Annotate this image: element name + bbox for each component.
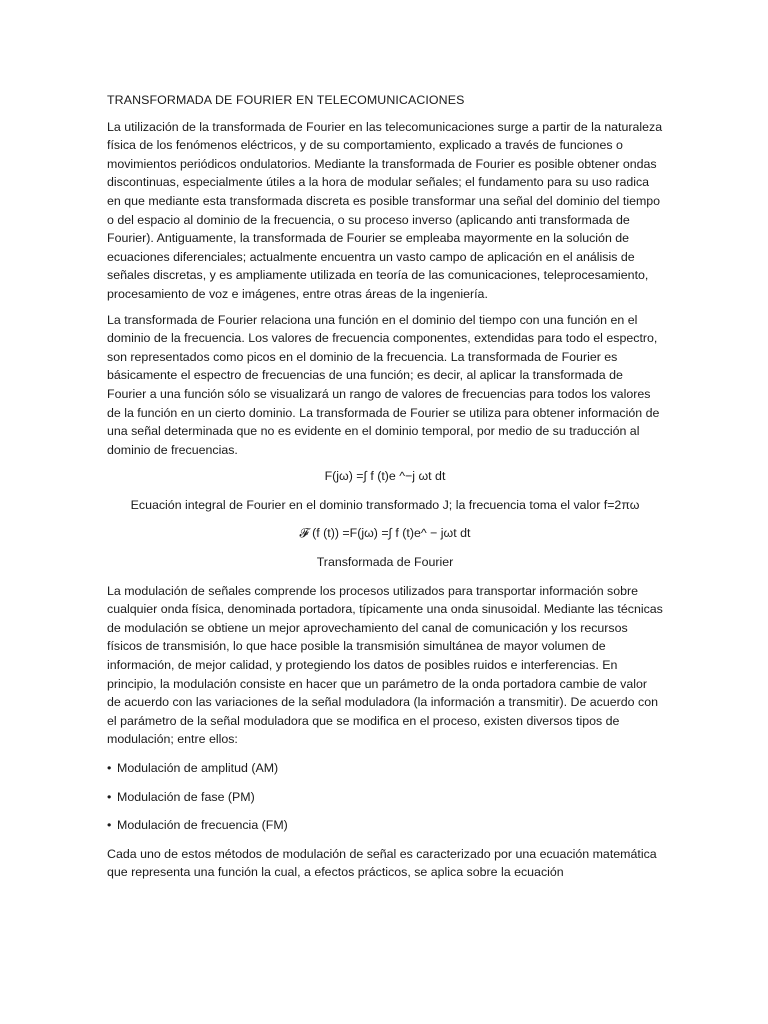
bullet-icon: • <box>107 789 112 804</box>
bullet-icon: • <box>107 818 112 833</box>
fourier-transform-caption: Transformada de Fourier <box>316 555 454 570</box>
list-item-label: Modulación de amplitud (AM) <box>117 761 279 775</box>
fourier-integral-formula: F(jω) =∫ f (t)e ^−j ωt dt <box>324 469 446 484</box>
modulation-types-list <box>107 759 663 835</box>
bullet-icon: • <box>107 761 112 775</box>
closing-paragraph: Cada uno de estos métodos de modulación de señal es caracterizado por una ecuación matemática que representa una función la cual, a efectos prácticos, se aplica sobre la ecuación <box>107 846 657 880</box>
intro-paragraph: La utilización de la transformada de Fourier en las telecomunicaciones surge a partir de la naturaleza física de los fenómenos eléctricos, y de su comportamiento, explicado a través de funciones o movimientos periódicos ondulatorios. Mediante la transformada de Fourier es posible obtener ondas discontinuas, especialmente útiles a la hora de modular señales; el fundamento para su uso radica en que mediante esta transformada discreta es posible transformar una señal del dominio del tiempo o del espacio al dominio de la frecuencia, o su proceso inverso (aplicando anti transformada de Fourier). Antiguamente, la transformada de Fourier se empleaba mayormente en la solución de ecuaciones diferenciales; actualmente encuentra un vasto campo de aplicación en el análisis de señales discretas, y es ampliamente utilizada en teoría de las comunicaciones, teleprocesamiento, procesamiento de voz e imágenes, entre otras áreas de la ingeniería. <box>107 119 663 301</box>
document-title: TRANSFORMADA DE FOURIER EN TELECOMUNICACIONES <box>107 93 465 107</box>
list-item-label: Modulación de fase (PM) <box>117 789 255 804</box>
list-item-label: Modulación de frecuencia (FM) <box>117 818 288 833</box>
list-item <box>107 759 663 778</box>
definition-paragraph: La transformada de Fourier relaciona una función en el dominio del tiempo con una función en el dominio de la frecuencia. Los valores de frecuencia componentes, extendidas para todo el espectro, son representados como picos en el dominio de la frecuencia. La transformada de Fourier es básicamente el espectro de frecuencias de una función; es decir, al aplicar la transformada de Fourier a una función sólo se visualizará un rango de valores de frecuencias para todos los valores de la función en un cierto dominio. La transformada de Fourier se utiliza para obtener información de una señal determinada que no es evidente en el dominio temporal, por medio de su traducción al dominio de frecuencias. <box>107 312 660 457</box>
document-page <box>107 91 663 889</box>
fourier-transform-formula: 𝓕 (f (t)) =F(jω) =∫ f (t)e^ − jωt dt <box>299 526 471 541</box>
list-item <box>107 816 663 835</box>
fourier-integral-caption: Ecuación integral de Fourier en el dominio transformado J; la frecuencia toma el valor f=2πω <box>130 497 640 512</box>
list-item <box>107 788 663 807</box>
modulation-paragraph: La modulación de señales comprende los procesos utilizados para transportar información sobre cualquier onda física, denominada portadora, típicamente una onda sinusoidal. Mediante las técnicas de modulación se obtiene un mejor aprovechamiento del canal de comunicación y los recursos físicos de transmisión, lo que hace posible la transmisión simultánea de mayor volumen de información, de mejor calidad, y protegiendo los datos de posibles ruidos e interferencias. En principio, la modulación consiste en hacer que un parámetro de la onda portadora cambie de valor de acuerdo con las variaciones de la señal moduladora (la información a transmitir). De acuerdo con el parámetro de la señal moduladora que se modifica en el proceso, existen diversos tipos de modulación; entre ellos: <box>107 583 663 747</box>
